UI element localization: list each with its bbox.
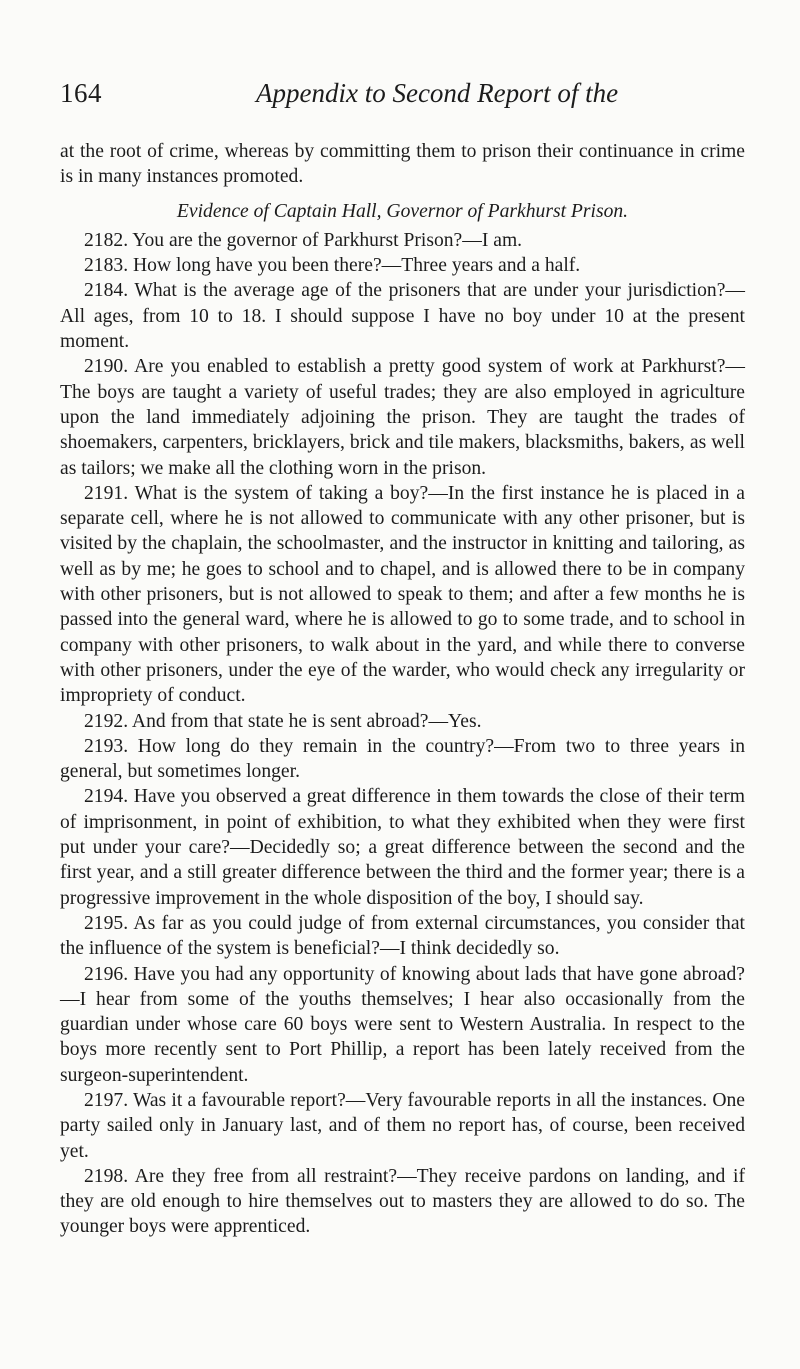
testimony-paragraph bbox=[60, 228, 745, 253]
body-text bbox=[60, 139, 745, 1240]
paragraph-text: Have you observed a great difference in them towards the close of their term of imprisonment, in point of exhibition, to what they exhibited when they were first put under your care?—Decidedly so; a great difference between the second and the first year, and a still greater difference between the third and the former year; there is a progressive improvement in the whole disposition of the boy, I should say. bbox=[60, 786, 745, 909]
question-number: 2182. bbox=[84, 229, 129, 251]
testimony-paragraph bbox=[60, 734, 745, 785]
paragraph-text: Are you enabled to establish a pretty good system of work at Parkhurst?—The boys are taught a variety of useful trades; they are also employed in agriculture upon the land immediately adjoining the prison. They are taught the trades of shoemakers, carpenters, bricklayers, brick and tile makers, blacksmiths, bakers, as well as tailors; we make all the clothing worn in the prison. bbox=[60, 356, 745, 479]
testimony-paragraph bbox=[60, 911, 745, 962]
question-number: 2193. bbox=[84, 735, 129, 757]
paragraph-text: And from that state he is sent abroad?—Yes. bbox=[131, 710, 482, 732]
running-title: Appendix to Second Report of the bbox=[256, 78, 619, 108]
testimony-paragraph bbox=[60, 481, 745, 709]
paragraph-text: As far as you could judge of from external circumstances, you consider that the influence of the system is beneficial?—I think decidedly so. bbox=[60, 912, 745, 960]
paragraph-text: What is the system of taking a boy?—In the first instance he is placed in a separate cell, where he is not allowed to communicate with any other prisoner, but is visited by the chaplain, the schoolmaster, and the instructor in knitting and tailoring, as well as by me; he goes to school and to chapel, and is allowed there to be in company with other prisoners, but is not allowed to speak to them; and after a few months he is passed into the general ward, where he is allowed to go to some trade, and to school in company with other prisoners, to walk about in the yard, and while there to converse with other prisoners, under the eye of the warder, who would check any irregularity or impropriety of conduct. bbox=[60, 482, 745, 707]
paragraph-text: Are they free from all restraint?—They receive pardons on landing, and if they are old enough to hire themselves out to masters they are allowed to do so. The younger boys were apprenticed. bbox=[60, 1165, 745, 1238]
paragraph-text: Have you had any opportunity of knowing about lads that have gone abroad?—I hear from some of the youths themselves; I hear also occasionally from the guardian under whose care 60 boys were sent to Western Australia. In respect to the boys more recently sent to Port Phillip, a report has been lately received from the surgeon-superintendent. bbox=[60, 963, 745, 1086]
paragraph-text: You are the governor of Parkhurst Prison?—I am. bbox=[132, 229, 523, 251]
question-number: 2198. bbox=[84, 1165, 129, 1187]
paragraph-text: How long do they remain in the country?—From two to three years in general, but sometimes longer. bbox=[60, 735, 745, 783]
question-number: 2192. bbox=[84, 710, 129, 732]
testimony-paragraph bbox=[60, 1088, 745, 1164]
testimony-paragraph bbox=[60, 709, 745, 734]
question-number: 2184. bbox=[84, 280, 129, 302]
question-number: 2197. bbox=[84, 1089, 129, 1111]
paragraph-text: What is the average age of the prisoners that are under your jurisdiction?—All ages, from 10 to 18. I should suppose I have no boy under 10 at the present moment. bbox=[60, 280, 745, 353]
question-number: 2190. bbox=[84, 356, 129, 378]
testimony-paragraph bbox=[60, 784, 745, 910]
testimony-paragraph bbox=[60, 1164, 745, 1240]
evidence-heading: Evidence of Captain Hall, Governor of Parkhurst Prison. bbox=[176, 200, 629, 222]
question-number: 2194. bbox=[84, 786, 129, 808]
testimony-paragraph bbox=[60, 354, 745, 480]
testimony-paragraph bbox=[60, 253, 745, 278]
opening-paragraph: at the root of crime, whereas by committing them to prison their continuance in crime is in many instances promoted. bbox=[60, 141, 745, 188]
paragraph-text: Was it a favourable report?—Very favourable reports in all the instances. One party sailed only in January last, and of them no report has, of course, been received yet. bbox=[60, 1089, 746, 1162]
question-number: 2195. bbox=[84, 912, 129, 934]
question-number: 2196. bbox=[84, 963, 129, 985]
testimony-paragraph bbox=[60, 278, 745, 354]
page-header bbox=[60, 78, 745, 118]
question-number: 2183. bbox=[84, 255, 129, 277]
paragraph-text: How long have you been there?—Three years and a half. bbox=[133, 255, 581, 277]
testimony-paragraph bbox=[60, 962, 745, 1088]
page-number: 164 bbox=[60, 78, 102, 108]
question-number: 2191. bbox=[84, 482, 129, 504]
